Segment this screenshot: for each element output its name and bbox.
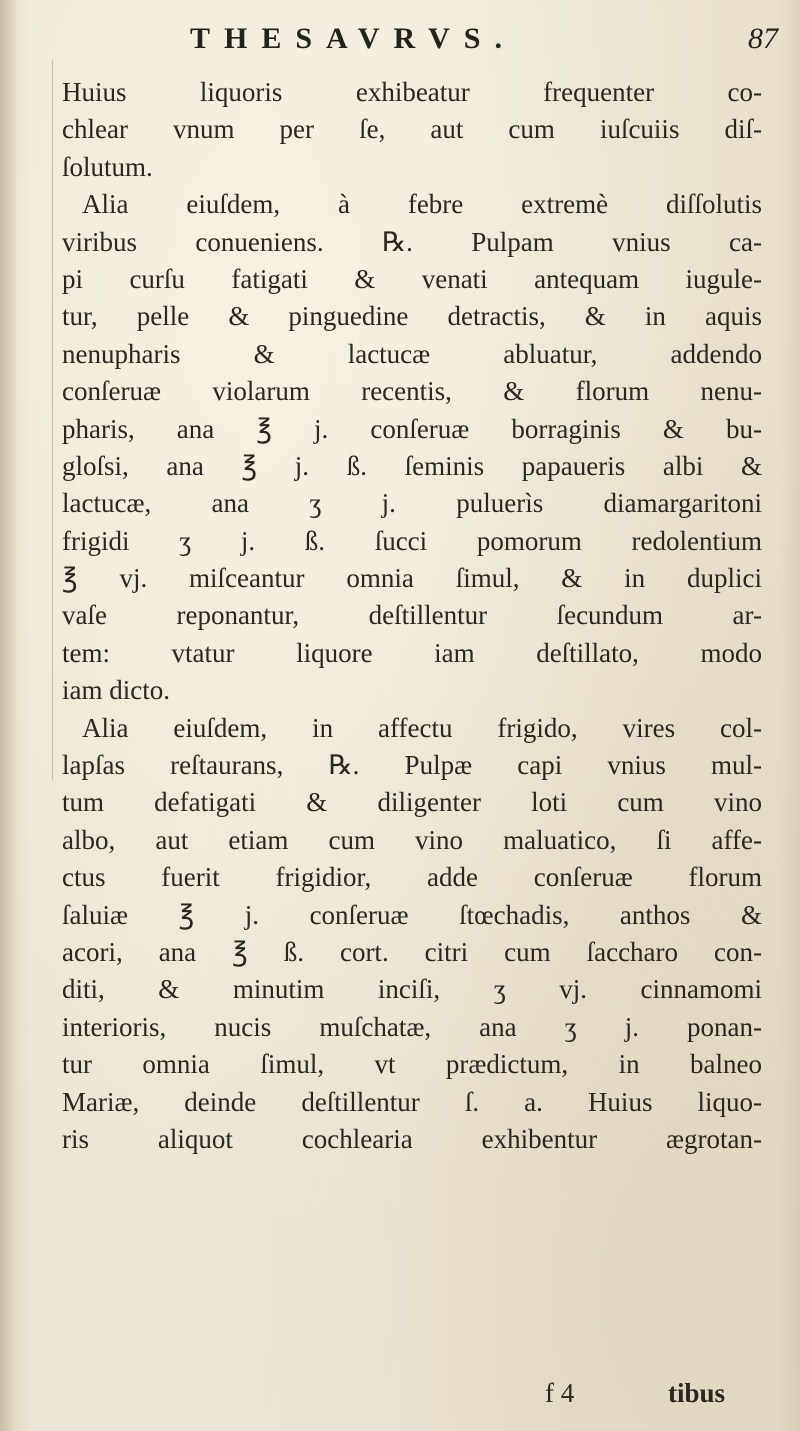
text-line: ſolutum. bbox=[62, 151, 153, 182]
text-line: ctus fuerit frigidior, adde conſeruæ florum bbox=[62, 862, 762, 893]
page-number: 87 bbox=[748, 22, 778, 55]
text-line: nenupharis & lactucæ abluatur, addendo bbox=[62, 338, 762, 369]
text-line: conſeruæ violarum recentis, & florum nenu- bbox=[62, 376, 762, 407]
text-line: chlear vnum per ſe, aut cum iuſcuiis diſ- bbox=[62, 114, 762, 145]
margin-rule bbox=[52, 60, 53, 780]
text-line: tem: vtatur liquore iam deſtillato, modo bbox=[62, 637, 762, 668]
text-line: pharis, ana ℥ j. conſeruæ borraginis & bu- bbox=[62, 413, 762, 444]
text-line: viribus conueniens. ℞. Pulpam vnius ca- bbox=[62, 226, 762, 257]
text-line: Alia eiuſdem, in affectu frigido, vires col- bbox=[82, 712, 762, 743]
body-text bbox=[62, 74, 762, 1158]
text-line: tur omnia ſimul, vt prædictum, in balneo bbox=[62, 1049, 762, 1080]
text-line: tur, pelle & pinguedine detractis, & in aquis bbox=[62, 301, 762, 332]
text-line: albo, aut etiam cum vino maluatico, ſi affe- bbox=[62, 824, 762, 855]
signature-mark: f 4 bbox=[545, 1378, 575, 1408]
catchword: tibus bbox=[668, 1378, 726, 1408]
text-line: tum defatigati & diligenter loti cum vino bbox=[62, 787, 762, 818]
text-line: interioris, nucis muſchatæ, ana ʒ j. ponan- bbox=[62, 1011, 762, 1042]
text-line: lactucæ, ana ʒ j. puluerìs diamargaritoni bbox=[62, 488, 762, 519]
text-line: gloſsi, ana ℥ j. ß. ſeminis papaueris albi & bbox=[62, 450, 762, 481]
text-line: lapſas reſtaurans, ℞. Pulpæ capi vnius mul- bbox=[62, 750, 762, 781]
text-line: vaſe reponantur, deſtillentur ſecundum ar- bbox=[62, 600, 762, 631]
text-line: Mariæ, deinde deſtillentur ſ. a. Huius liquo- bbox=[62, 1086, 762, 1117]
text-line: Huius liquoris exhibeatur frequenter co- bbox=[62, 77, 762, 107]
text-line: iam dicto. bbox=[62, 675, 170, 706]
text-line: ℥ vj. miſceantur omnia ſimul, & in duplici bbox=[62, 563, 762, 594]
page-gutter bbox=[0, 0, 16, 1431]
page-footer bbox=[0, 1378, 800, 1422]
page-header bbox=[0, 18, 800, 78]
text-line: acori, ana ℥ ß. cort. citri cum ſaccharo con- bbox=[62, 936, 762, 967]
running-head: THESAVRVS. bbox=[190, 22, 516, 55]
text-line: ris aliquot cochlearia exhibentur ægrotan- bbox=[62, 1123, 762, 1154]
text-line: frigidi ʒ j. ß. ſucci pomorum redolentium bbox=[62, 525, 762, 556]
text-line: pi curſu fatigati & venati antequam iugule- bbox=[62, 263, 762, 294]
text-line: Alia eiuſdem, à febre extremè diſſolutis bbox=[82, 189, 762, 220]
text-line: ſaluiæ ℥ j. conſeruæ ſtœchadis, anthos & bbox=[62, 899, 762, 930]
text-line: diti, & minutim inciſi, ʒ vj. cinnamomi bbox=[62, 974, 762, 1005]
